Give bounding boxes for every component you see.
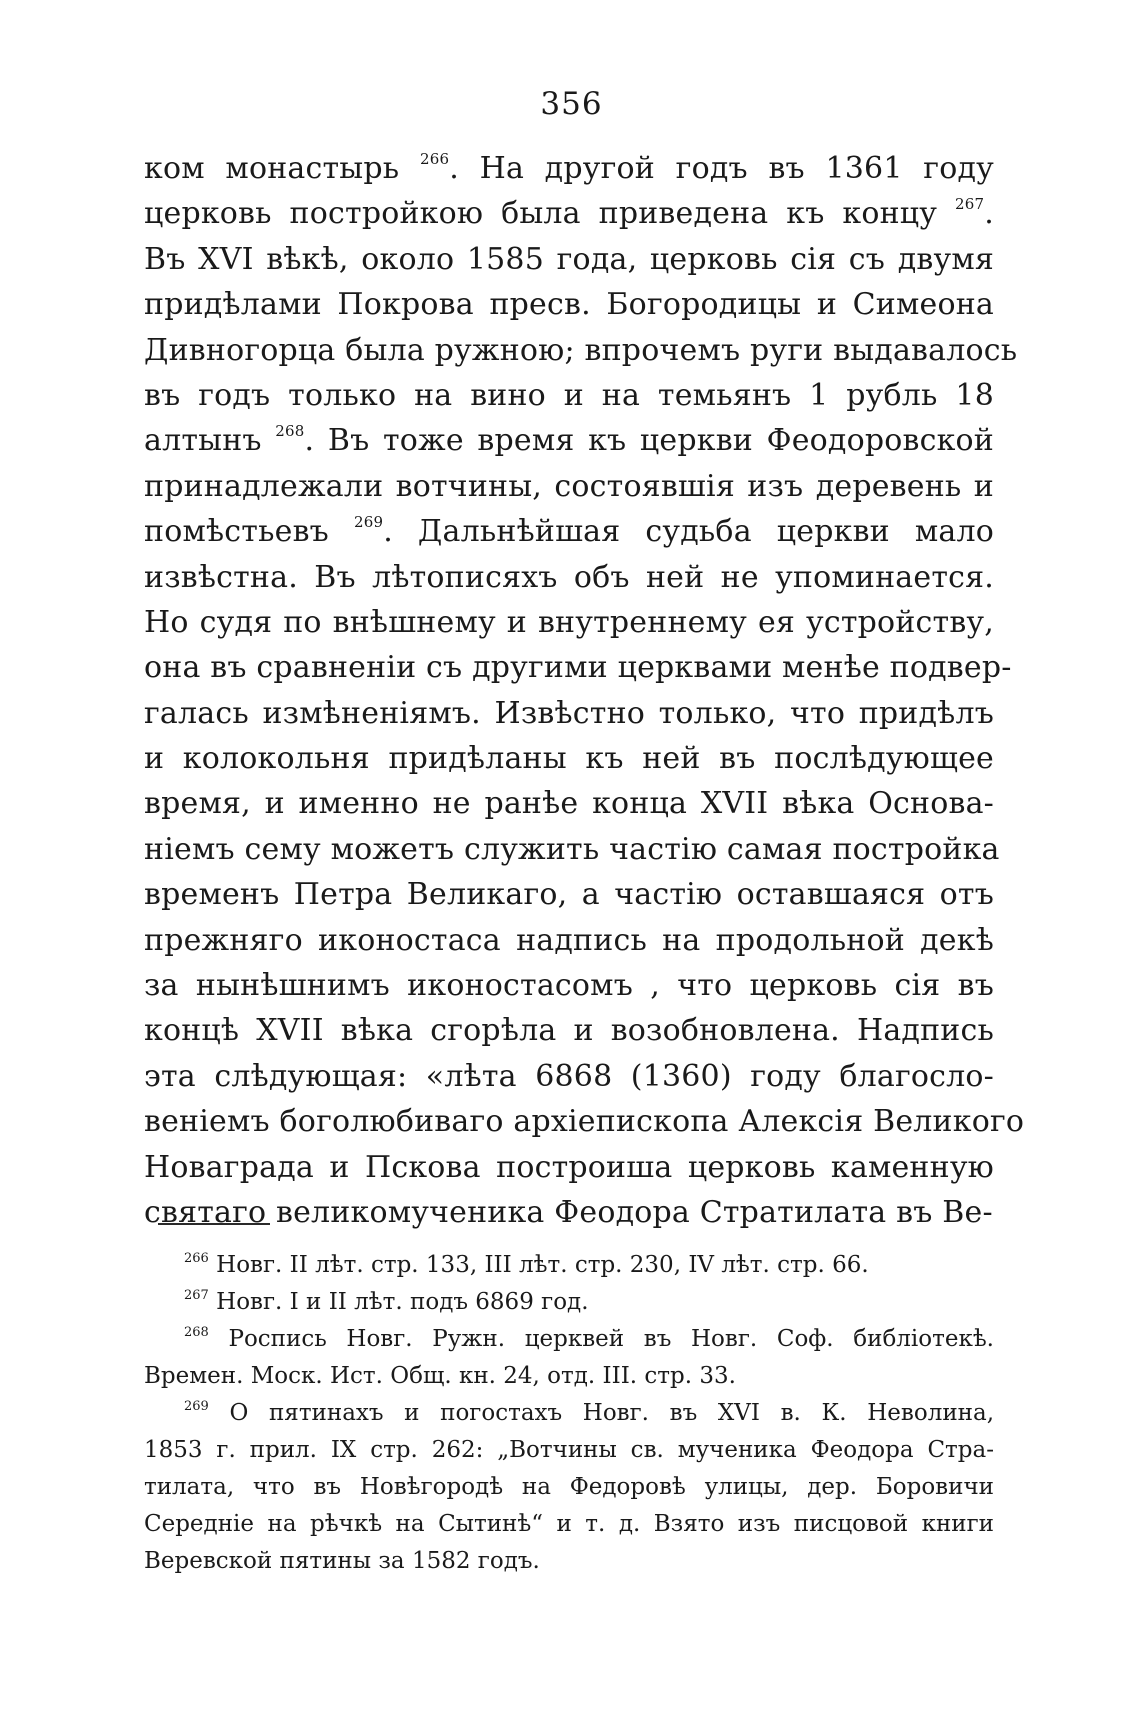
body-text: . Дальнѣйшая судьба церкви мало [383, 514, 994, 550]
body-line [144, 191, 994, 236]
body-line [144, 282, 994, 327]
footnote-marker: 268 [184, 1325, 209, 1340]
body-text: ніемъ сему можетъ служить частію самая постройка [144, 831, 1000, 867]
page-number: 356 [540, 86, 603, 122]
body-text: въ годъ только на вино и на темьянъ 1 рубль 18 [144, 377, 994, 413]
body-text: галась измѣненіямъ. Извѣстно только, что придѣлъ [144, 695, 994, 731]
body-line [144, 600, 994, 645]
body-text: веніемъ боголюбиваго архіепископа Алексія Великого [144, 1104, 1025, 1140]
body-text: эта слѣдующая: «лѣта 6868 (1360) году благосло- [144, 1058, 994, 1094]
body-text: прежняго иконостаса надпись на продольной декѣ [144, 922, 994, 958]
body-line [144, 1008, 994, 1053]
footnote-line [144, 1469, 994, 1506]
body-text: Дивногорца была ружною; впрочемъ руги выдавалось [144, 332, 1018, 368]
footnote-text: О пятинахъ и погостахъ Новг. въ XVI в. К. Неволина, [208, 1400, 994, 1426]
footnote-marker: 267 [184, 1288, 209, 1303]
footnote-text: Времен. Моск. Ист. Общ. кн. 24, отд. III. стр. 33. [144, 1363, 736, 1389]
body-line [144, 827, 1000, 872]
body-line [144, 736, 994, 781]
footnote-text: Новг. I и II лѣт. подъ 6869 год. [208, 1289, 589, 1315]
body-line [144, 1145, 994, 1190]
body-text: . [984, 196, 994, 232]
footnote-marker: 269 [184, 1399, 209, 1414]
body-line [144, 691, 994, 736]
body-text: помѣстьевъ [144, 514, 354, 550]
body-text: алтынъ [144, 423, 276, 459]
footnote-line [144, 1321, 994, 1358]
footnote-text: Роспись Новг. Ружн. церквей въ Новг. Соф. библіотекѣ. [208, 1326, 994, 1352]
footnote-line [144, 1395, 994, 1432]
body-line [144, 237, 994, 282]
body-line [144, 509, 994, 554]
body-text: ком монастырь [144, 151, 420, 186]
body-line [144, 555, 994, 600]
footnote-separator [158, 1223, 270, 1225]
footnote-line [144, 1358, 994, 1395]
body-text: концѣ XVII вѣка сгорѣла и возобновлена. Надпись [144, 1013, 994, 1049]
footnote-line [144, 1432, 994, 1469]
main-text [144, 146, 1025, 1235]
body-text: время, и именно не ранѣе конца XVII вѣка Основа- [144, 786, 994, 822]
body-line [144, 872, 994, 917]
footnote-text: 1853 г. прил. IX стр. 262: „Вотчины св. мученика Феодора Стра- [144, 1437, 994, 1463]
body-line [144, 963, 994, 1008]
body-line [144, 1054, 994, 1099]
body-text: принадлежали вотчины, состоявшія изъ деревень и [144, 468, 994, 504]
body-line [144, 373, 994, 418]
body-text: Въ XVI вѣкѣ, около 1585 года, церковь сія съ двумя [144, 241, 994, 277]
footnote-text: Новг. II лѣт. стр. 133, III лѣт. стр. 230, IV лѣт. стр. 66. [208, 1252, 869, 1278]
body-text: за нынѣшнимъ иконостасомъ , что церковь сія въ [144, 968, 994, 1004]
body-line [144, 418, 994, 463]
body-line [144, 146, 994, 191]
body-text: святаго великомученика Феодора Стратилата въ Ве- [144, 1194, 993, 1230]
body-text: Но судя по внѣшнему и внутреннему ея устройству, [144, 604, 994, 640]
body-line [144, 328, 1018, 373]
footnote-marker: 266 [184, 1251, 209, 1266]
body-line [144, 1099, 1025, 1144]
body-text: Новаграда и Пскова построиша церковь каменную [144, 1149, 994, 1185]
body-text: временъ Петра Великаго, а частію оставшаяся отъ [144, 877, 994, 913]
body-text: . На другой годъ въ 1361 году [449, 151, 994, 186]
body-text: церковь постройкою была приведена къ концу [144, 196, 956, 232]
body-text: она въ сравненіи съ другими церквами менѣе подвер- [144, 650, 1012, 686]
footnote-line [144, 1543, 994, 1580]
footnote-line [144, 1247, 994, 1284]
body-text: . Въ тоже время къ церкви Феодоровской [304, 423, 995, 459]
body-text: извѣстна. Въ лѣтописяхъ объ ней не упоминается. [144, 559, 994, 595]
body-line [144, 645, 1012, 690]
body-text: придѣлами Покрова пресв. Богородицы и Симеона [144, 287, 994, 323]
footnote-text: тилата, что въ Новѣгородѣ на Федоровѣ улицы, дер. Боровичи [144, 1474, 994, 1500]
footnotes [144, 1247, 994, 1580]
body-line [144, 1190, 994, 1235]
footnote-line [144, 1284, 994, 1321]
body-text: и колокольня придѣланы къ ней въ послѣдующее [144, 741, 994, 777]
footnote-marker: 266 [419, 150, 450, 168]
footnote-marker: 269 [353, 513, 384, 532]
footnote-line [144, 1506, 994, 1543]
body-line [144, 464, 994, 509]
body-line [144, 918, 994, 963]
footnote-marker: 268 [275, 422, 305, 441]
footnote-text: Середніе на рѣчкѣ на Сытинѣ“ и т. д. Взято изъ писцовой книги [144, 1511, 994, 1537]
footnote-marker: 267 [955, 195, 985, 214]
body-line [144, 781, 994, 826]
footnote-text: Веревской пятины за 1582 годъ. [144, 1548, 540, 1574]
